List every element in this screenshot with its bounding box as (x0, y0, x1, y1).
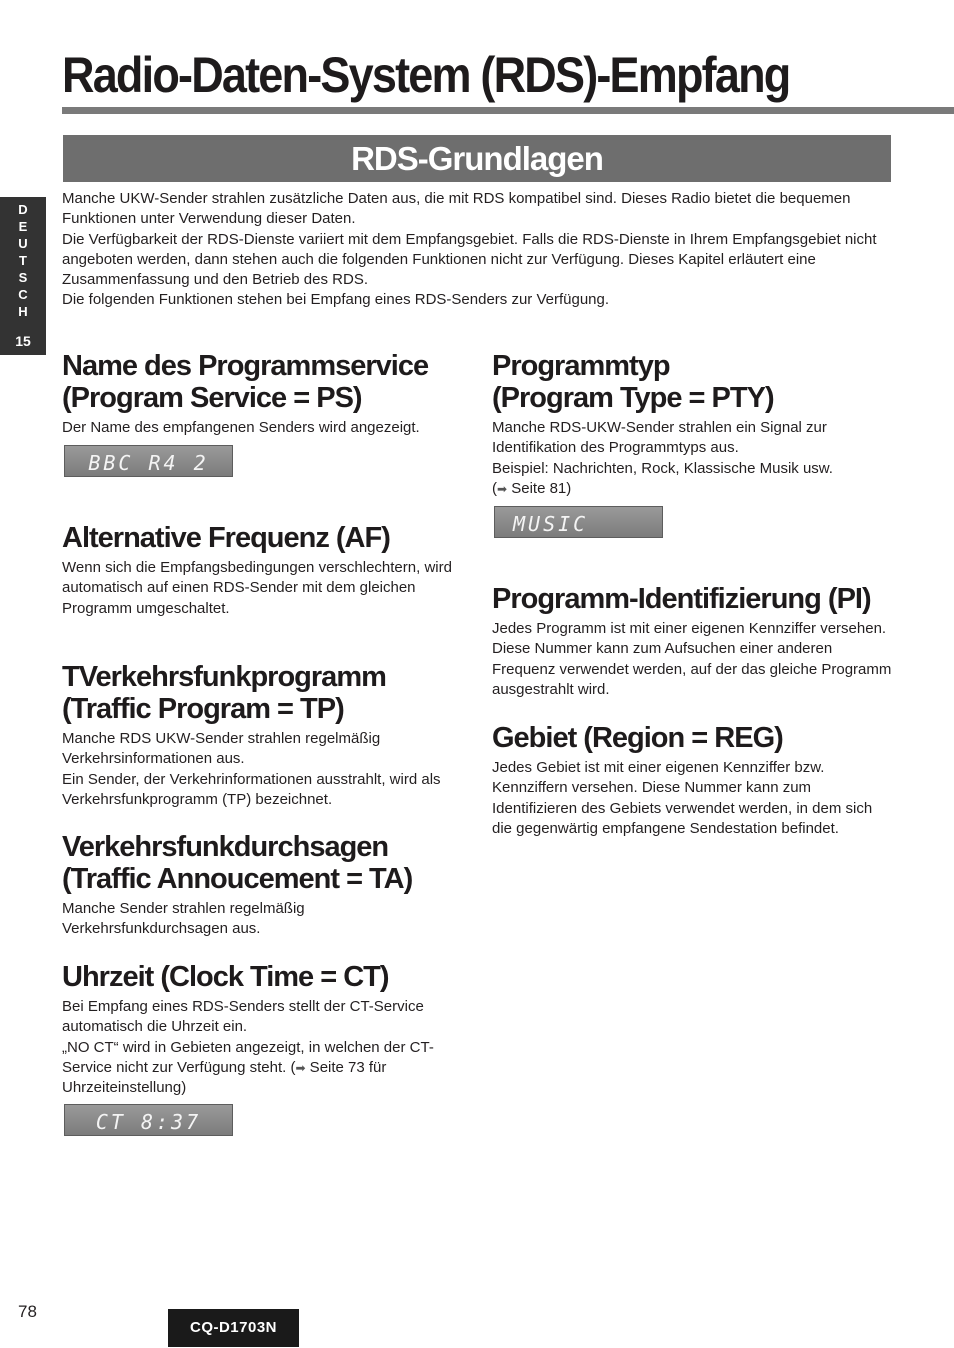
page-title: Radio-Daten-System (RDS)-Empfang (62, 47, 790, 103)
ct-heading: Uhrzeit (Clock Time = CT) (62, 961, 389, 993)
tp-heading-line1: TVerkehrsfunkprogramm (62, 661, 386, 693)
ct-display-text: CT 8:37 (95, 1110, 202, 1134)
ps-body: Der Name des empfangenen Senders wird angezeigt. (62, 419, 420, 436)
ct-display (64, 1104, 233, 1136)
tp-body: Ein Sender, der Verkehrinformationen ausstrahlt, wird als Verkehrsfunkprogramm (TP) bezeichnet. (62, 770, 441, 808)
pty-body: Manche RDS-UKW-Sender strahlen ein Signal zur Identifikation des Programmtyps aus. (492, 419, 827, 457)
page-number: 78 (18, 1302, 37, 1321)
reg-heading: Gebiet (Region = REG) (492, 722, 783, 754)
section-header (63, 135, 891, 182)
intro-paragraph: Die Verfügbarkeit der RDS-Dienste variiert mit dem Empfangsgebiet. Falls die RDS-Dienste in Ihrem Empfangsgebiet nicht angeboten werden, dann stehen auch die folgenden Funktionen nicht zur Verfügung. Dieses Kapitel erläutert eine Zusammenfassung und den Betrieb des RDS. (62, 230, 877, 289)
section-reg (492, 722, 892, 839)
side-tab-letter: E (18, 219, 28, 234)
section-tp (62, 661, 462, 810)
pty-display (494, 506, 663, 538)
tp-heading-line2: (Traffic Program = TP) (62, 693, 344, 725)
intro-text (62, 189, 892, 311)
section-ta (62, 831, 462, 940)
intro-paragraph: Die folgenden Funktionen stehen bei Empfang eines RDS-Senders zur Verfügung. (62, 291, 610, 309)
pi-heading: Programm-Identifizierung (PI) (492, 583, 871, 615)
intro-paragraph: Manche UKW-Sender strahlen zusätzliche Daten aus, die mit RDS kompatibel sind. Dieses Radio bietet die bequemen Funktionen unter Verwendung dieser Daten. (62, 190, 851, 228)
pi-body: Jedes Programm ist mit einer eigenen Kennziffer versehen. Diese Nummer kann zum Aufsuchen einer anderen Frequenz verwendet werden, auf der das gleiche Programm ausgestrahlt wird. (492, 620, 892, 698)
pty-heading (492, 350, 892, 414)
section-pi (492, 583, 892, 700)
pty-body (492, 479, 892, 499)
section-pty (492, 350, 892, 499)
side-tab-letter: S (18, 270, 28, 285)
ta-heading-line2: (Traffic Annoucement = TA) (62, 863, 413, 895)
ct-body (62, 1038, 447, 1099)
ps-heading (62, 350, 462, 414)
side-tab-letter: H (18, 304, 28, 319)
af-body: Wenn sich die Empfangsbedingungen verschlechtern, wird automatisch auf einen RDS-Sender mit dem gleichen Programm umgeschaltet. (62, 559, 452, 617)
side-tab-letter: C (18, 287, 28, 302)
ps-display-text: BBC R4 2 (88, 451, 209, 475)
ps-heading-line2: (Program Service = PS) (62, 382, 362, 414)
pty-body: Beispiel: Nachrichten, Rock, Klassische Musik usw. (492, 459, 833, 477)
ct-body-part: „NO CT“ wird in Gebieten angezeigt, in welchen der CT-Service nicht zur Verfügung steht. ( (62, 1038, 434, 1077)
ct-body: Bei Empfang eines RDS-Senders stellt der CT-Service automatisch die Uhrzeit ein. (62, 998, 424, 1036)
pty-body-part: ( (492, 480, 497, 498)
reg-body: Jedes Gebiet ist mit einer eigenen Kennziffer bzw. Kennziffern versehen. Diese Nummer kann zum Identifizieren des Gebiets verwendet werden, in dem sich die gegenwärtig empfangene Sendestation befindet. (492, 759, 873, 837)
ta-body: Manche Sender strahlen regelmäßig Verkehrsfunkdurchsagen aus. (62, 900, 305, 938)
pty-heading-line2: (Program Type = PTY) (492, 382, 774, 414)
ps-display (64, 445, 233, 477)
side-tab-letter: T (19, 253, 27, 268)
model-badge: CQ-D1703N (168, 1309, 299, 1347)
ta-heading-line1: Verkehrsfunkdurchsagen (62, 831, 389, 863)
ps-heading-line1: Name des Programmservice (62, 350, 429, 382)
af-heading: Alternative Frequenz (AF) (62, 522, 390, 554)
section-ct (62, 961, 447, 1099)
pty-display-text: MUSIC (513, 512, 589, 536)
arrow-right-icon: ➡ (295, 1060, 306, 1075)
section-title: RDS-Grundlagen (351, 140, 603, 177)
ct-body-part: Seite 73 für Uhrzeiteinstellung) (62, 1059, 387, 1097)
title-rule (62, 107, 954, 114)
pty-heading-line1: Programmtyp (492, 350, 670, 382)
ta-heading (62, 831, 462, 895)
side-tab-letters (0, 201, 46, 320)
side-tab-page: 15 (15, 333, 31, 349)
arrow-right-icon: ➡ (497, 481, 508, 496)
language-side-tab (0, 197, 46, 355)
tp-heading (62, 661, 462, 725)
section-af (62, 522, 462, 619)
side-tab-letter: D (18, 202, 28, 217)
side-tab-letter: U (18, 236, 28, 251)
section-ps (62, 350, 462, 438)
tp-body: Manche RDS UKW-Sender strahlen regelmäßig Verkehrsinformationen aus. (62, 730, 381, 768)
pty-body-part: Seite 81) (507, 480, 572, 498)
